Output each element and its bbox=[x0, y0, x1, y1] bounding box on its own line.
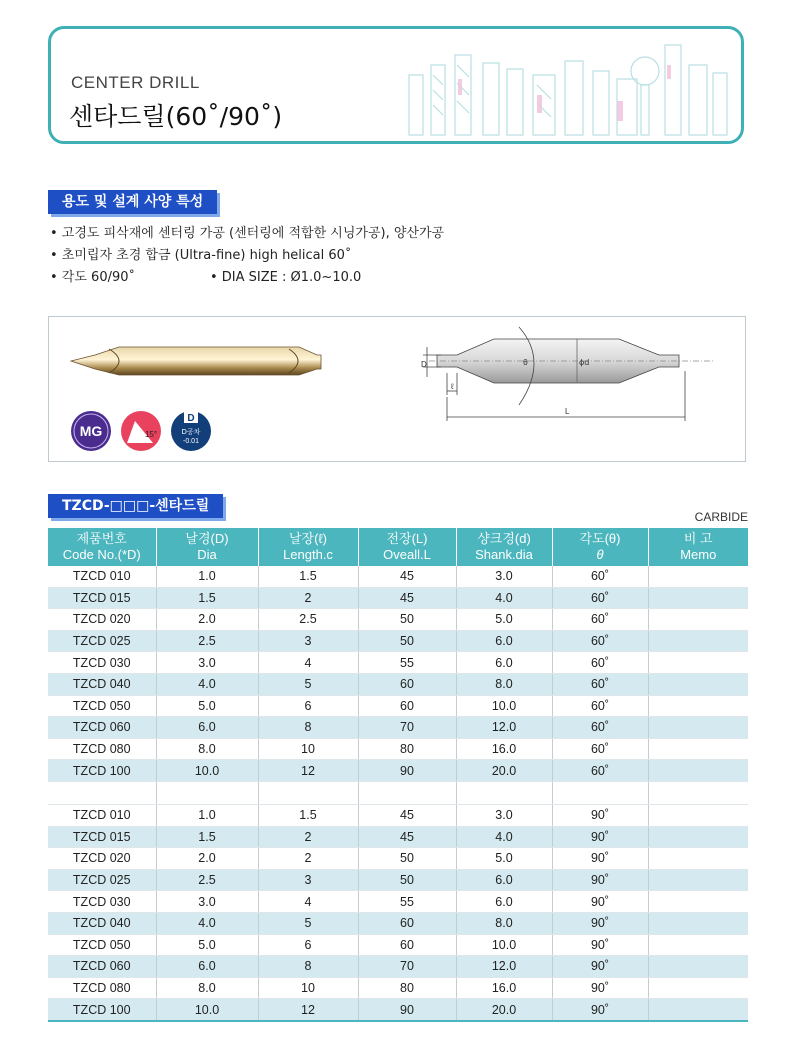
table-cell bbox=[648, 934, 748, 956]
table-cell: TZCD 040 bbox=[48, 912, 156, 934]
table-cell: 50 bbox=[358, 869, 456, 891]
table-cell: 3 bbox=[258, 630, 358, 652]
table-row bbox=[48, 999, 748, 1021]
table-cell bbox=[552, 781, 648, 804]
table-cell: 12 bbox=[258, 999, 358, 1021]
table-cell: TZCD 100 bbox=[48, 999, 156, 1021]
table-cell: 10 bbox=[258, 977, 358, 999]
column-header bbox=[258, 528, 358, 566]
table-cell: 60 bbox=[358, 673, 456, 695]
label-l: ℓ bbox=[451, 382, 454, 391]
table-cell: 60˚ bbox=[552, 717, 648, 739]
table-header-row bbox=[48, 528, 748, 566]
table-cell: TZCD 010 bbox=[48, 566, 156, 587]
d-tolerance-icon bbox=[171, 411, 211, 451]
mg-label: MG bbox=[79, 423, 103, 439]
table-cell: 90 bbox=[358, 760, 456, 782]
features-heading: 용도 및 설계 사양 특성 bbox=[48, 190, 217, 214]
table-body bbox=[48, 566, 748, 1021]
table-cell: TZCD 050 bbox=[48, 695, 156, 717]
table-cell bbox=[648, 977, 748, 999]
column-header-en: θ bbox=[596, 547, 604, 562]
table-row bbox=[48, 587, 748, 609]
table-cell: TZCD 015 bbox=[48, 826, 156, 848]
table-cell: 45 bbox=[358, 804, 456, 826]
d-tolerance-line2: -0.01 bbox=[183, 438, 199, 445]
table-cell: 2.0 bbox=[156, 848, 258, 870]
table-cell: 90˚ bbox=[552, 848, 648, 870]
table-cell: 1.0 bbox=[156, 804, 258, 826]
table-cell bbox=[648, 760, 748, 782]
table-cell bbox=[648, 652, 748, 674]
table-cell: 8.0 bbox=[456, 673, 552, 695]
column-header-ko: 비 고 bbox=[683, 531, 713, 546]
column-header bbox=[48, 528, 156, 566]
table-cell: 12 bbox=[258, 760, 358, 782]
tool-silhouettes-illustration bbox=[403, 35, 733, 139]
column-header-ko: 날경(D) bbox=[185, 531, 229, 546]
label-theta: θ bbox=[523, 358, 528, 367]
table-cell: 45 bbox=[358, 826, 456, 848]
table-cell bbox=[358, 781, 456, 804]
table-cell bbox=[648, 673, 748, 695]
angle-15-icon bbox=[121, 411, 161, 451]
table-cell: TZCD 080 bbox=[48, 977, 156, 999]
table-cell: TZCD 020 bbox=[48, 848, 156, 870]
column-header-en: Shank.dia bbox=[475, 547, 533, 562]
spec-table bbox=[48, 528, 748, 1022]
page-subtitle: CENTER DRILL bbox=[71, 73, 200, 92]
table-cell: TZCD 030 bbox=[48, 891, 156, 913]
table-cell: 60˚ bbox=[552, 673, 648, 695]
table-cell: 2.5 bbox=[258, 609, 358, 631]
page-header bbox=[48, 26, 744, 144]
table-cell: 3.0 bbox=[456, 566, 552, 587]
table-row bbox=[48, 826, 748, 848]
table-cell: 60˚ bbox=[552, 630, 648, 652]
table-cell: TZCD 025 bbox=[48, 630, 156, 652]
table-cell bbox=[648, 695, 748, 717]
column-header bbox=[552, 528, 648, 566]
table-cell: 90 bbox=[358, 999, 456, 1021]
table-cell: 50 bbox=[358, 609, 456, 631]
table-row bbox=[48, 673, 748, 695]
table-cell: 1.5 bbox=[258, 804, 358, 826]
table-cell bbox=[648, 717, 748, 739]
table-cell bbox=[648, 630, 748, 652]
table-cell: 5 bbox=[258, 673, 358, 695]
features-list bbox=[50, 223, 444, 289]
table-cell: 6.0 bbox=[156, 717, 258, 739]
table-cell: TZCD 100 bbox=[48, 760, 156, 782]
table-cell bbox=[648, 848, 748, 870]
table-cell: 2 bbox=[258, 848, 358, 870]
table-cell: 10.0 bbox=[156, 999, 258, 1021]
d-tolerance-title: D bbox=[187, 413, 195, 424]
table-cell: 60 bbox=[358, 934, 456, 956]
table-cell: 6.0 bbox=[456, 891, 552, 913]
table-cell: 2.5 bbox=[156, 869, 258, 891]
column-header bbox=[156, 528, 258, 566]
table-cell bbox=[648, 956, 748, 978]
column-header-ko: 각도(θ) bbox=[579, 531, 621, 546]
column-header bbox=[358, 528, 456, 566]
table-cell: 4.0 bbox=[156, 912, 258, 934]
center-drill-photo bbox=[71, 347, 321, 375]
table-cell bbox=[258, 781, 358, 804]
table-cell: 8 bbox=[258, 956, 358, 978]
table-cell bbox=[648, 804, 748, 826]
table-cell: 60˚ bbox=[552, 587, 648, 609]
table-cell: 60˚ bbox=[552, 738, 648, 760]
column-header-ko: 전장(L) bbox=[386, 531, 428, 546]
table-cell: 1.0 bbox=[156, 566, 258, 587]
center-drill-diagram bbox=[421, 327, 714, 421]
column-header-ko: 제품번호 bbox=[76, 531, 127, 546]
table-cell: 8.0 bbox=[156, 977, 258, 999]
table-cell: 90˚ bbox=[552, 891, 648, 913]
table-cell: TZCD 015 bbox=[48, 587, 156, 609]
table-row bbox=[48, 566, 748, 587]
table-cell bbox=[48, 781, 156, 804]
table-cell: 10.0 bbox=[456, 934, 552, 956]
column-header-en: Length.c bbox=[283, 547, 333, 562]
table-cell: TZCD 010 bbox=[48, 804, 156, 826]
feature-line-1: • 고경도 피삭재에 센터링 가공 (센터링에 적합한 시닝가공), 양산가공 bbox=[50, 226, 445, 241]
table-cell: 16.0 bbox=[456, 738, 552, 760]
table-cell bbox=[648, 869, 748, 891]
table-cell: 60˚ bbox=[552, 652, 648, 674]
table-cell: 50 bbox=[358, 630, 456, 652]
table-cell: 10.0 bbox=[156, 760, 258, 782]
label-d: ϕd bbox=[579, 358, 590, 367]
table-cell: 20.0 bbox=[456, 760, 552, 782]
table-cell: 90˚ bbox=[552, 912, 648, 934]
column-header bbox=[456, 528, 552, 566]
table-cell: 4.0 bbox=[456, 826, 552, 848]
table-cell: TZCD 030 bbox=[48, 652, 156, 674]
table-cell: 1.5 bbox=[156, 826, 258, 848]
table-row bbox=[48, 738, 748, 760]
table-cell: 5.0 bbox=[156, 934, 258, 956]
table-cell: 6.0 bbox=[456, 630, 552, 652]
table-cell: 90˚ bbox=[552, 934, 648, 956]
feature-angle: • 각도 60/90˚ bbox=[50, 270, 136, 285]
table-cell bbox=[648, 609, 748, 631]
table-cell bbox=[156, 781, 258, 804]
table-cell: 6.0 bbox=[156, 956, 258, 978]
table-cell: 1.5 bbox=[156, 587, 258, 609]
table-cell: 55 bbox=[358, 652, 456, 674]
table-cell: 6 bbox=[258, 934, 358, 956]
table-cell: 10.0 bbox=[456, 695, 552, 717]
table-row bbox=[48, 630, 748, 652]
table-cell: TZCD 080 bbox=[48, 738, 156, 760]
table-cell bbox=[648, 912, 748, 934]
table-cell: 1.5 bbox=[258, 566, 358, 587]
table-cell: 3.0 bbox=[456, 804, 552, 826]
table-cell bbox=[648, 781, 748, 804]
table-cell: 5.0 bbox=[456, 609, 552, 631]
table-cell: 60˚ bbox=[552, 760, 648, 782]
table-cell: 5 bbox=[258, 912, 358, 934]
table-cell: 80 bbox=[358, 738, 456, 760]
table-cell bbox=[648, 891, 748, 913]
table-cell: 90˚ bbox=[552, 826, 648, 848]
table-row bbox=[48, 804, 748, 826]
table-cell: 50 bbox=[358, 848, 456, 870]
table-cell: 8 bbox=[258, 717, 358, 739]
table-cell: 60 bbox=[358, 695, 456, 717]
table-cell: 2 bbox=[258, 826, 358, 848]
column-header-en: Dia bbox=[197, 547, 217, 562]
label-L: L bbox=[565, 407, 570, 416]
table-cell bbox=[648, 566, 748, 587]
table-row bbox=[48, 760, 748, 782]
table-cell: 70 bbox=[358, 956, 456, 978]
table-row bbox=[48, 717, 748, 739]
table-row bbox=[48, 891, 748, 913]
table-row bbox=[48, 934, 748, 956]
table-cell: 80 bbox=[358, 977, 456, 999]
table-cell: 20.0 bbox=[456, 999, 552, 1021]
feature-line-3 bbox=[50, 267, 444, 289]
table-cell: TZCD 040 bbox=[48, 673, 156, 695]
table-cell: TZCD 050 bbox=[48, 934, 156, 956]
table-cell: 5.0 bbox=[156, 695, 258, 717]
table-cell: 4 bbox=[258, 891, 358, 913]
column-header-en: Oveall.L bbox=[383, 547, 431, 562]
table-cell: 45 bbox=[358, 566, 456, 587]
table-cell: 60˚ bbox=[552, 566, 648, 587]
table-cell bbox=[648, 826, 748, 848]
column-header-ko: 날장(ℓ) bbox=[289, 531, 327, 546]
table-cell bbox=[456, 781, 552, 804]
table-cell: 90˚ bbox=[552, 804, 648, 826]
table-heading: TZCD-□□□-센타드릴 bbox=[48, 494, 223, 518]
table-cell: 45 bbox=[358, 587, 456, 609]
table-cell: TZCD 020 bbox=[48, 609, 156, 631]
feature-line-2: • 초미립자 초경 합금 (Ultra-fine) high helical 60˚ bbox=[50, 248, 352, 263]
material-label: CARBIDE bbox=[694, 510, 748, 524]
d-tolerance-line1: D공차 bbox=[181, 428, 201, 436]
table-row bbox=[48, 695, 748, 717]
table-cell: 60 bbox=[358, 912, 456, 934]
table-cell bbox=[648, 738, 748, 760]
table-row bbox=[48, 869, 748, 891]
table-cell: 6.0 bbox=[456, 869, 552, 891]
group-spacer-row bbox=[48, 781, 748, 804]
table-cell: 60˚ bbox=[552, 609, 648, 631]
table-cell: 90˚ bbox=[552, 869, 648, 891]
column-header-en: Code No.(*D) bbox=[62, 547, 141, 562]
table-row bbox=[48, 956, 748, 978]
table-cell: 16.0 bbox=[456, 977, 552, 999]
table-cell: 2.5 bbox=[156, 630, 258, 652]
table-cell: 12.0 bbox=[456, 956, 552, 978]
table-cell: 6 bbox=[258, 695, 358, 717]
table-cell: 8.0 bbox=[156, 738, 258, 760]
table-cell: 10 bbox=[258, 738, 358, 760]
table-cell: 55 bbox=[358, 891, 456, 913]
column-header-ko: 샹크경(d) bbox=[477, 531, 531, 546]
table-cell: 3.0 bbox=[156, 891, 258, 913]
table-cell: 90˚ bbox=[552, 956, 648, 978]
angle-label: 15° bbox=[144, 430, 158, 439]
table-cell: 3 bbox=[258, 869, 358, 891]
table-row bbox=[48, 977, 748, 999]
table-cell bbox=[648, 999, 748, 1021]
column-header-en: Memo bbox=[680, 547, 717, 562]
table-cell: 3.0 bbox=[156, 652, 258, 674]
table-cell: 90˚ bbox=[552, 977, 648, 999]
mg-icon bbox=[71, 411, 111, 451]
table-row bbox=[48, 912, 748, 934]
table-cell: 90˚ bbox=[552, 999, 648, 1021]
table-cell: 4 bbox=[258, 652, 358, 674]
column-header bbox=[648, 528, 748, 566]
table-cell: 5.0 bbox=[456, 848, 552, 870]
table-cell: 2 bbox=[258, 587, 358, 609]
table-row bbox=[48, 652, 748, 674]
feature-dia-size: • DIA SIZE : Ø1.0~10.0 bbox=[210, 270, 362, 285]
table-row bbox=[48, 609, 748, 631]
product-illustrations bbox=[49, 317, 747, 463]
table-cell: 2.0 bbox=[156, 609, 258, 631]
table-cell: 4.0 bbox=[456, 587, 552, 609]
product-image-panel bbox=[48, 316, 746, 462]
table-cell: 60˚ bbox=[552, 695, 648, 717]
table-cell: TZCD 060 bbox=[48, 956, 156, 978]
table-row bbox=[48, 848, 748, 870]
table-cell: 6.0 bbox=[456, 652, 552, 674]
table-cell: 8.0 bbox=[456, 912, 552, 934]
table-cell: 70 bbox=[358, 717, 456, 739]
table-cell: 12.0 bbox=[456, 717, 552, 739]
table-cell: TZCD 060 bbox=[48, 717, 156, 739]
page-title: 센타드릴(60˚/90˚) bbox=[69, 102, 283, 131]
label-D: D bbox=[421, 360, 427, 369]
table-cell bbox=[648, 587, 748, 609]
table-cell: TZCD 025 bbox=[48, 869, 156, 891]
table-cell: 4.0 bbox=[156, 673, 258, 695]
